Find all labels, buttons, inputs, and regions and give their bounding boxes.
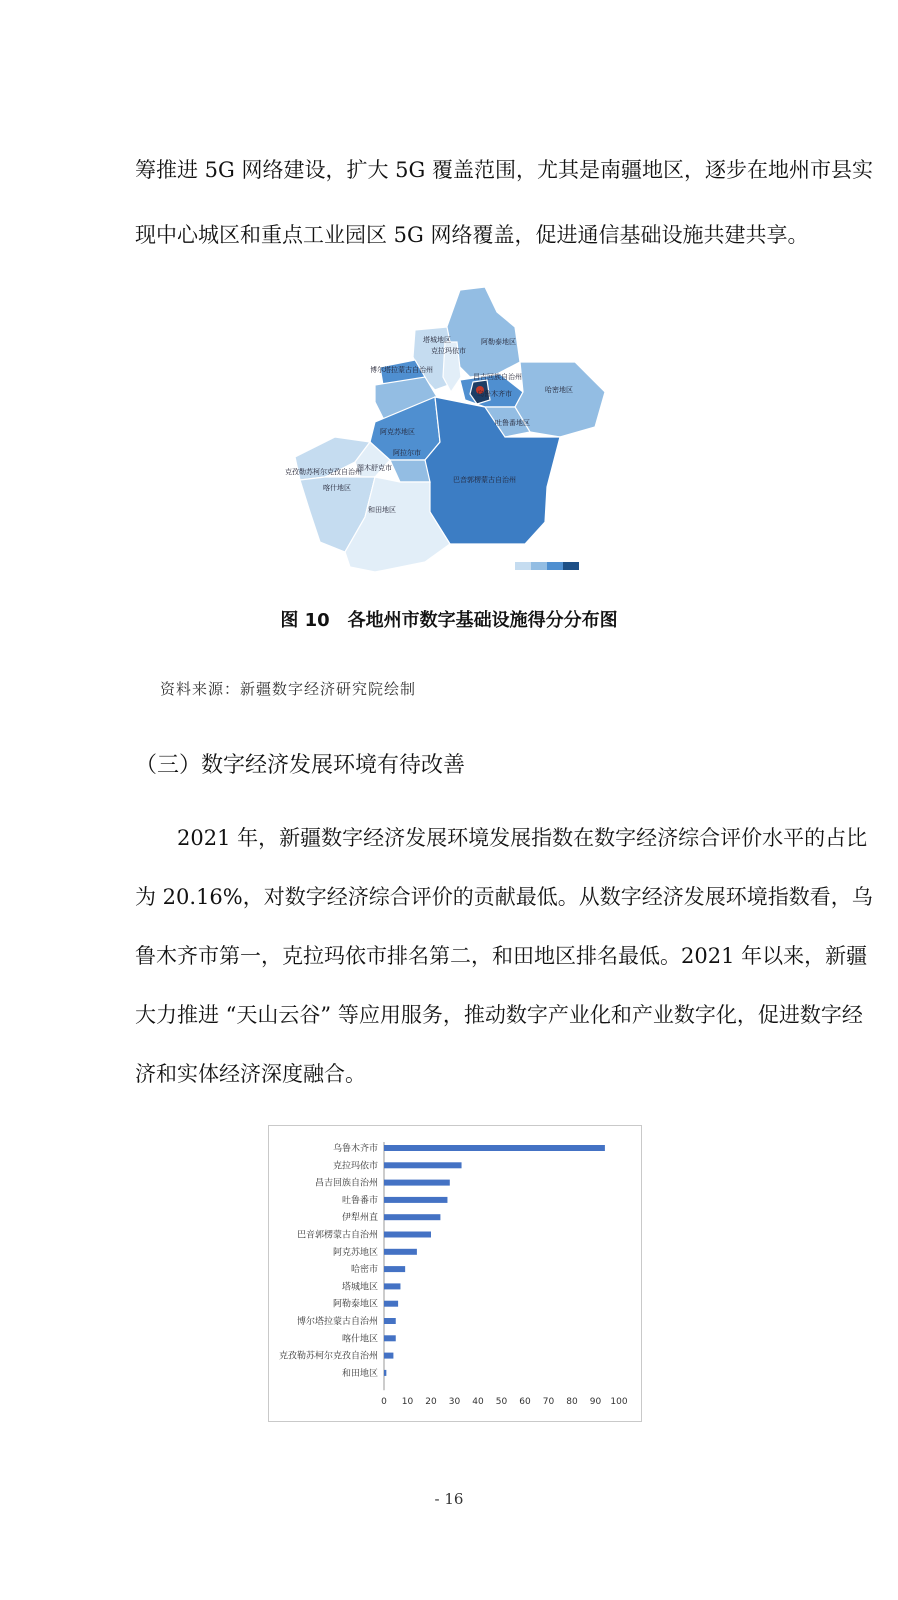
map-region-alar bbox=[390, 460, 430, 482]
bar bbox=[384, 1180, 450, 1186]
map-label: 阿拉尔市 bbox=[393, 449, 421, 457]
bar bbox=[384, 1232, 431, 1238]
bar-chart bbox=[269, 1126, 641, 1421]
category-label: 克拉玛依市 bbox=[332, 1161, 378, 1172]
map-label: 吐鲁番地区 bbox=[495, 419, 530, 427]
bar bbox=[384, 1145, 605, 1151]
x-tick-label: 0 bbox=[381, 1397, 387, 1408]
bar bbox=[384, 1266, 405, 1272]
xinjiang-map bbox=[275, 282, 610, 577]
map-label: 巴音郭楞蒙古自治州 bbox=[453, 476, 516, 484]
map-label: 哈密地区 bbox=[545, 386, 573, 394]
body-line: 济和实体经济深度融合。 bbox=[135, 1062, 366, 1086]
bar bbox=[384, 1249, 417, 1255]
body-line: 为 20.16%，对数字经济综合评价的贡献最低。从数字经济发展环境指数看，乌 bbox=[135, 885, 873, 909]
body-line: 2021 年，新疆数字经济发展环境发展指数在数字经济综合评价水平的占比 bbox=[135, 826, 868, 850]
category-label: 阿勒泰地区 bbox=[332, 1299, 378, 1310]
category-label: 阿克苏地区 bbox=[332, 1247, 378, 1258]
bar bbox=[384, 1283, 400, 1289]
map-label: 乌鲁木齐市 bbox=[477, 390, 512, 398]
map-label: 喀什地区 bbox=[323, 484, 351, 492]
source-note: 资料来源：新疆数字经济研究院绘制 bbox=[160, 680, 417, 698]
bar bbox=[384, 1335, 396, 1341]
map-label: 博尔塔拉蒙古自治州 bbox=[370, 366, 433, 374]
x-tick-label: 20 bbox=[425, 1397, 437, 1408]
category-label: 博尔塔拉蒙古自治州 bbox=[296, 1317, 378, 1327]
map-label: 克拉玛依市 bbox=[431, 347, 466, 355]
x-tick-label: 70 bbox=[542, 1397, 555, 1408]
category-label: 喀什地区 bbox=[341, 1334, 378, 1345]
bar bbox=[384, 1370, 386, 1376]
figure-caption: 图 10 各地州市数字基础设施得分分布图 bbox=[280, 610, 618, 631]
bar bbox=[384, 1318, 396, 1324]
map-legend-swatch bbox=[515, 562, 531, 570]
body-line: 鲁木齐市第一，克拉玛依市排名第二，和田地区排名最低。2021 年以来，新疆 bbox=[135, 944, 868, 968]
map-label: 克孜勒苏柯尔克孜自治州 bbox=[285, 468, 362, 476]
map-label: 昌吉回族自治州 bbox=[473, 373, 522, 381]
category-label: 吐鲁番市 bbox=[341, 1195, 378, 1206]
category-label: 克孜勒苏柯尔克孜自治州 bbox=[278, 1351, 378, 1362]
category-label: 乌鲁木齐市 bbox=[332, 1144, 378, 1154]
map-label: 图木舒克市 bbox=[357, 464, 392, 472]
section-heading: （三）数字经济发展环境有待改善 bbox=[135, 753, 466, 778]
body-line: 大力推进 “天山云谷” 等应用服务，推动数字产业化和产业数字化，促进数字经 bbox=[135, 1003, 863, 1027]
bar bbox=[384, 1197, 447, 1203]
category-label: 和田地区 bbox=[341, 1368, 378, 1379]
x-tick-label: 90 bbox=[589, 1397, 602, 1408]
x-tick-label: 30 bbox=[448, 1397, 461, 1408]
category-label: 巴音郭楞蒙古自治州 bbox=[296, 1230, 378, 1241]
page-number: - 16 bbox=[434, 1490, 464, 1508]
x-tick-label: 50 bbox=[495, 1397, 508, 1408]
map-legend-swatch bbox=[563, 562, 579, 570]
map-label: 塔城地区 bbox=[423, 336, 451, 344]
intro-line: 现中心城区和重点工业园区 5G 网络覆盖，促进通信基础设施共建共享。 bbox=[135, 223, 809, 247]
category-label: 伊犁州直 bbox=[341, 1213, 378, 1224]
map-legend-swatch bbox=[531, 562, 547, 570]
bar-chart-frame bbox=[268, 1125, 642, 1422]
map-label: 阿克苏地区 bbox=[380, 428, 415, 436]
category-label: 昌吉回族自治州 bbox=[314, 1178, 378, 1189]
xinjiang-map-figure bbox=[275, 282, 610, 577]
category-label: 塔城地区 bbox=[341, 1282, 378, 1293]
map-label: 阿勒泰地区 bbox=[481, 338, 516, 346]
x-tick-label: 80 bbox=[566, 1397, 578, 1408]
category-label: 哈密市 bbox=[350, 1265, 378, 1276]
bar bbox=[384, 1353, 393, 1359]
x-tick-label: 60 bbox=[519, 1397, 531, 1408]
map-legend-swatch bbox=[547, 562, 563, 570]
x-tick-label: 10 bbox=[401, 1397, 414, 1408]
bar bbox=[384, 1214, 440, 1220]
x-tick-label: 100 bbox=[610, 1397, 628, 1408]
intro-line: 筹推进 5G 网络建设，扩大 5G 覆盖范围，尤其是南疆地区，逐步在地州市县实 bbox=[135, 158, 873, 182]
bar bbox=[384, 1162, 462, 1168]
x-tick-label: 40 bbox=[472, 1397, 484, 1408]
map-label: 和田地区 bbox=[368, 506, 396, 514]
bar bbox=[384, 1301, 398, 1307]
